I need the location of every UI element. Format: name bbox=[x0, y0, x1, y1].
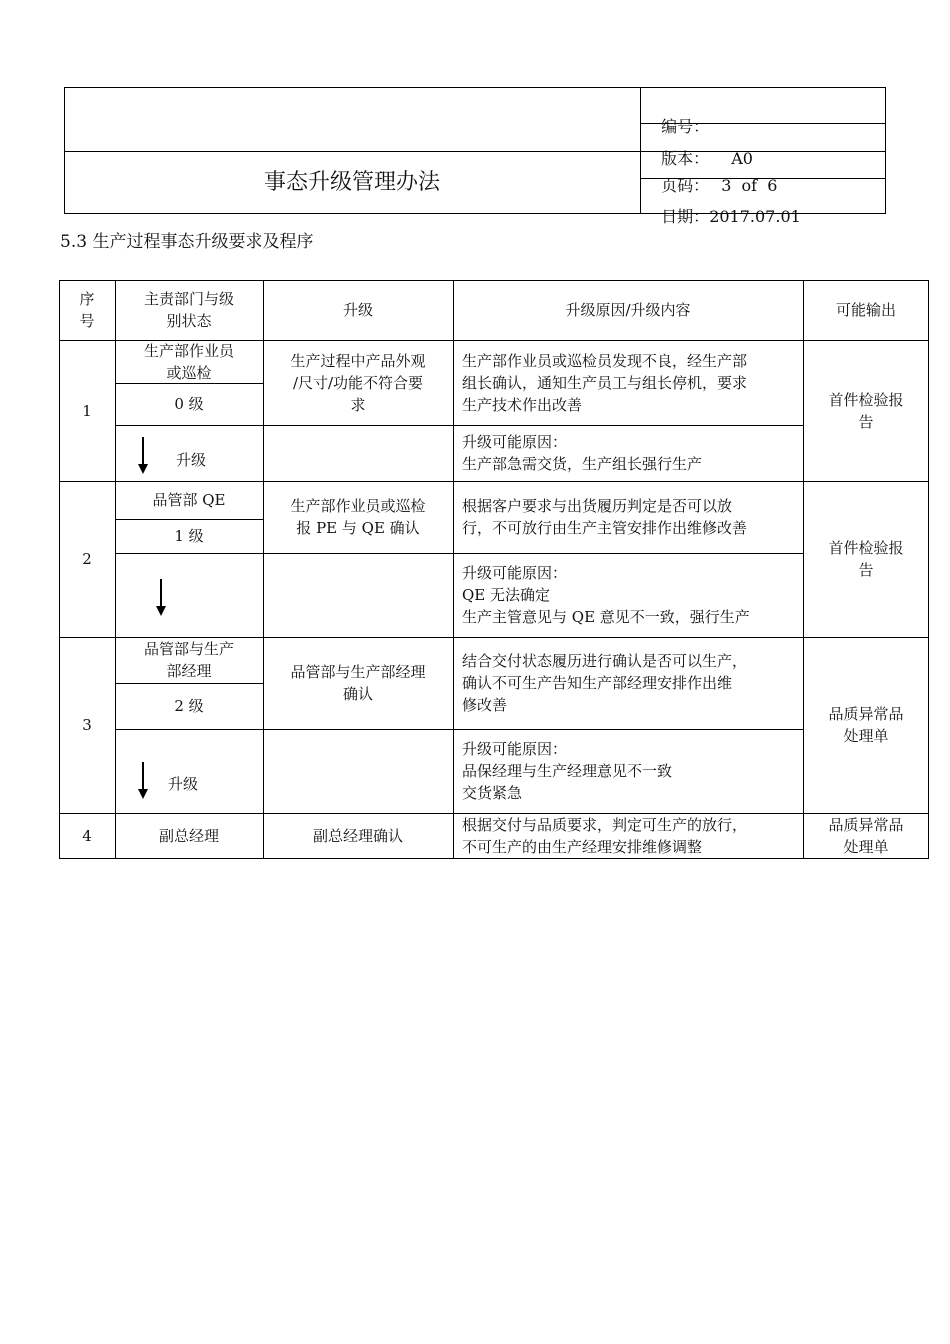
row1-arrow-label: 升级 bbox=[176, 451, 207, 469]
row4-seq: 4 bbox=[82, 827, 92, 845]
row4-output: 品质异常品 处理单 bbox=[828, 816, 904, 856]
row3-dept: 品管部与生产 部经理 bbox=[143, 640, 234, 680]
row3-reason: 升级可能原因： 品保经理与生产经理意见不一致 交货紧急 bbox=[462, 740, 673, 802]
row2-content: 根据客户要求与出货履历判定是否可以放 行，不可放行由生产主管安排作出维修改善 bbox=[462, 497, 748, 537]
field-page-value: 3 of 6 bbox=[721, 176, 778, 195]
row1-seq: 1 bbox=[82, 401, 92, 420]
column-header-content: 升级原因/升级内容 bbox=[565, 301, 691, 319]
field-number-label: 编号： bbox=[661, 117, 710, 136]
row3-escalation: 品管部与生产部经理 确认 bbox=[290, 663, 426, 703]
row2-seq: 2 bbox=[82, 550, 92, 568]
column-header-escalation: 升级 bbox=[342, 301, 373, 319]
row2-escalation: 生产部作业员或巡检 报 PE 与 QE 确认 bbox=[290, 497, 426, 537]
row2-dept: 品管部 QE bbox=[152, 491, 226, 509]
row4-content: 根据交付与品质要求，判定可生产的放行， 不可生产的由生产经理安排维修调整 bbox=[462, 816, 748, 856]
field-date-value: 2017.07.01 bbox=[709, 207, 801, 226]
field-version-label: 版本： bbox=[661, 149, 710, 168]
down-arrow-icon bbox=[136, 437, 150, 475]
row3-level: 2 级 bbox=[174, 697, 204, 715]
field-version-value: A0 bbox=[731, 149, 753, 168]
row1-escalation: 生产过程中产品外观 /尺寸/功能不符合要 求 bbox=[290, 351, 426, 414]
row2-level: 1 级 bbox=[174, 527, 204, 545]
section-title: 5.3 生产过程事态升级要求及程序 bbox=[60, 232, 314, 252]
column-header-output: 可能输出 bbox=[835, 301, 896, 319]
field-date bbox=[651, 184, 801, 228]
row3-output: 品质异常品 处理单 bbox=[828, 705, 904, 745]
document-title: 事态升级管理办法 bbox=[263, 170, 440, 195]
down-arrow-icon bbox=[136, 762, 150, 800]
field-page-label: 页码： bbox=[661, 176, 710, 195]
row2-output: 首件检验报 告 bbox=[828, 539, 904, 579]
row1-reason: 升级可能原因： 生产部急需交货，生产组长强行生产 bbox=[462, 433, 703, 473]
row2-reason: 升级可能原因： QE 无法确定 生产主管意见与 QE 意见不一致，强行生产 bbox=[462, 564, 750, 626]
row4-dept: 副总经理 bbox=[158, 827, 219, 845]
column-header-dept: 主责部门与级 别状态 bbox=[143, 290, 234, 330]
row4-escalation: 副总经理确认 bbox=[312, 827, 403, 845]
column-header-seq: 序 号 bbox=[79, 290, 95, 330]
row1-dept: 生产部作业员 或巡检 bbox=[143, 341, 234, 382]
row1-output: 首件检验报 告 bbox=[828, 390, 904, 431]
row3-content: 结合交付状态履历进行确认是否可以生产， 确认不可生产告知生产部经理安排作出维 修改善 bbox=[462, 652, 748, 714]
row1-content: 生产部作业员或巡检员发现不良，经生产部 组长确认，通知生产员工与组长停机，要求 生产技术作出改善 bbox=[462, 351, 748, 414]
row3-seq: 3 bbox=[82, 716, 92, 734]
field-date-label: 日期： bbox=[661, 207, 710, 226]
down-arrow-icon bbox=[154, 579, 168, 617]
row1-level: 0 级 bbox=[174, 395, 204, 413]
row3-arrow-label: 升级 bbox=[168, 775, 199, 793]
